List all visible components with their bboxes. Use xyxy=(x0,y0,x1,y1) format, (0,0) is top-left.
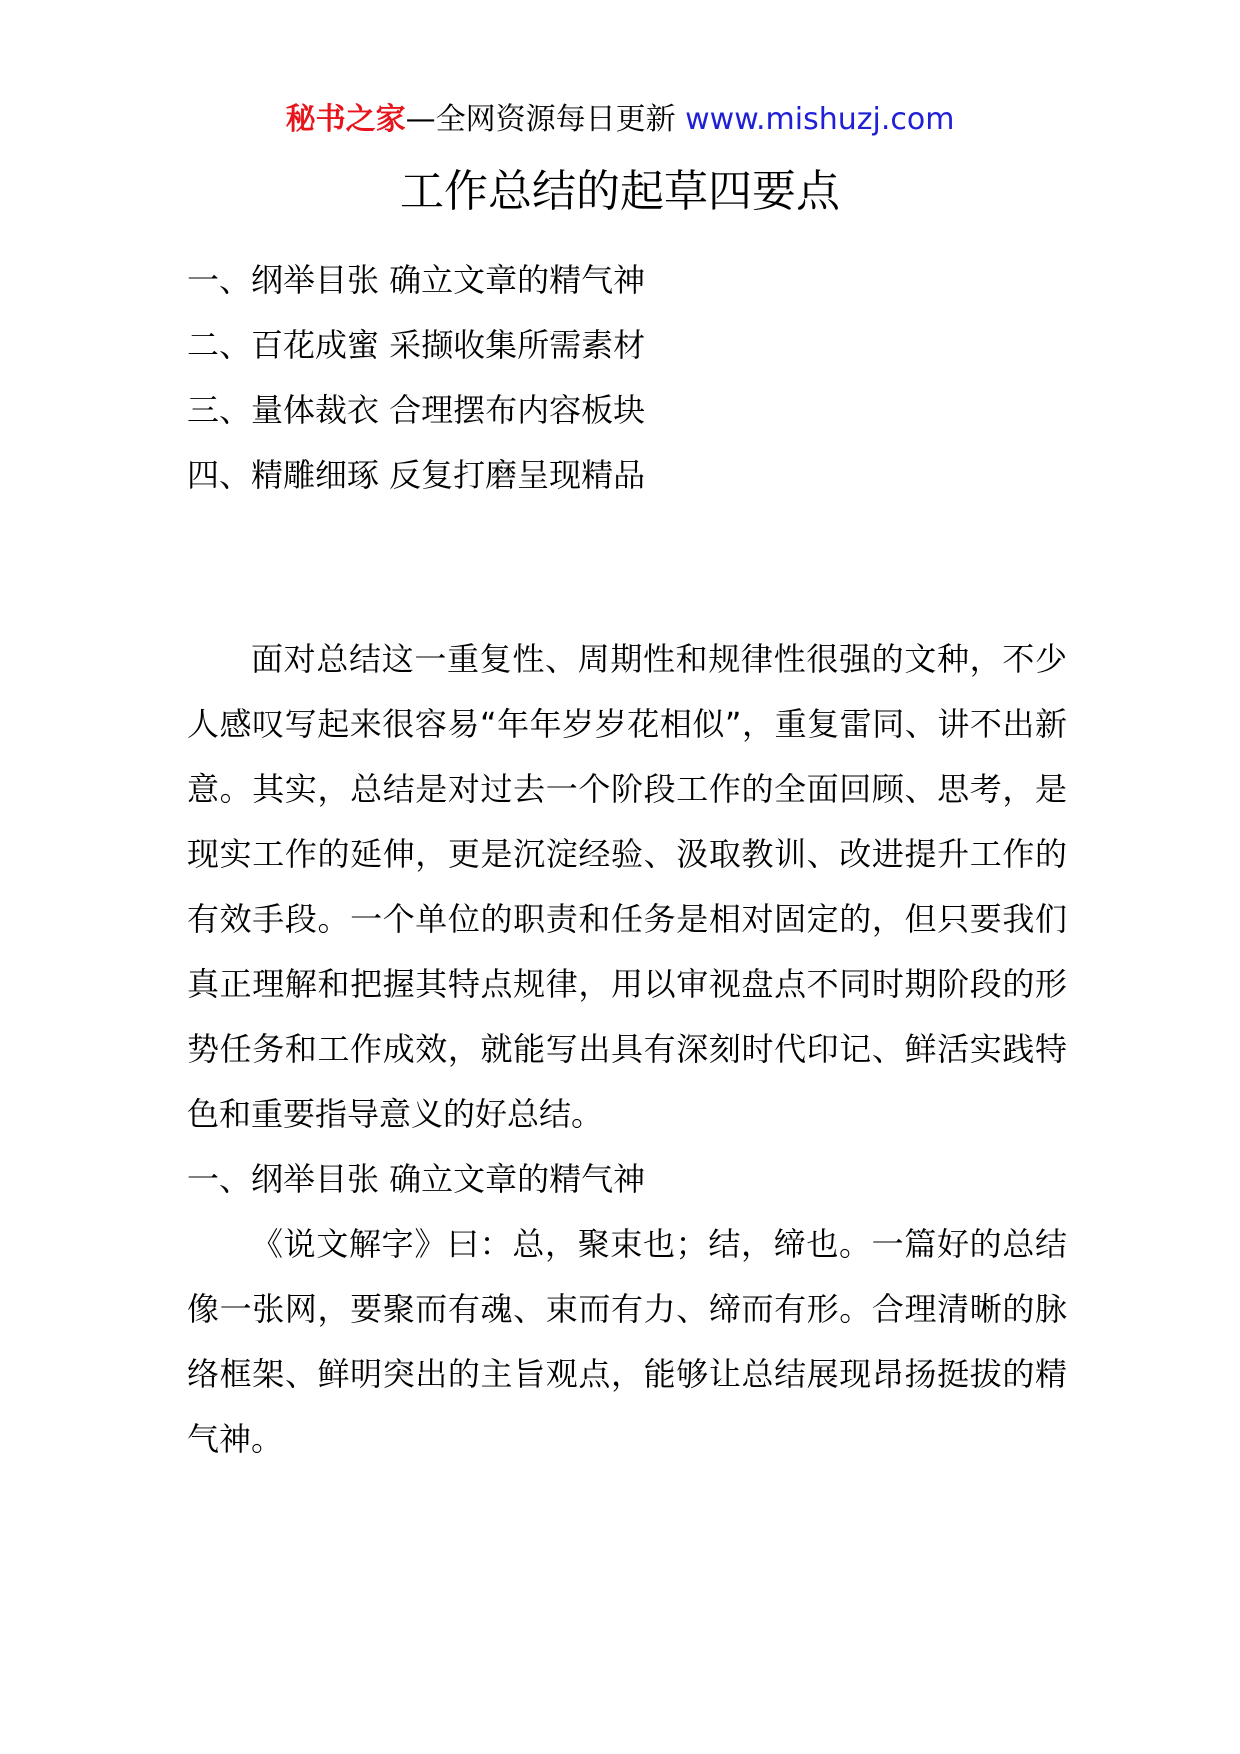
site-url-link[interactable]: www.mishuzj.com xyxy=(685,102,955,137)
brand-name: 秘书之家 xyxy=(285,102,406,137)
outline-item: 四、精雕细琢 反复打磨呈现精品 xyxy=(187,456,646,494)
section-heading: 一、纲举目张 确立文章的精气神 xyxy=(187,1160,646,1198)
intro-paragraph: 面对总结这一重复性、周期性和规律性很强的文种，不少人感叹写起来很容易“年年岁岁花相似”，重复雷同、讲不出新意。其实，总结是对过去一个阶段工作的全面回顾、思考，是现实工作的延伸，更是沉淀经验、汲取教训、改进提升工作的有效手段。一个单位的职责和任务是相对固定的，但只要我们真正理解和把握其特点规律，用以审视盘点不同时期阶段的形势任务和工作成效，就能写出具有深刻时代印记、鲜活实践特色和重要指导意义的好总结。 xyxy=(187,640,1067,1133)
outline-list xyxy=(187,248,645,508)
outline-item: 一、纲举目张 确立文章的精气神 xyxy=(187,261,646,299)
site-header xyxy=(0,98,1240,142)
document-title: 工作总结的起草四要点 xyxy=(400,166,840,217)
outline-item: 三、量体裁衣 合理摆布内容板块 xyxy=(187,391,646,429)
outline-item: 二、百花成蜜 采撷收集所需素材 xyxy=(187,326,646,364)
header-slogan: —全网资源每日更新 xyxy=(405,102,676,137)
section-paragraph: 《说文解字》曰：总，聚束也；结，缔也。一篇好的总结像一张网，要聚而有魂、束而有力、缔而有形。合理清晰的脉络框架、鲜明突出的主旨观点，能够让总结展现昂扬挺拔的精气神。 xyxy=(187,1225,1067,1458)
document-body xyxy=(187,627,1067,1472)
